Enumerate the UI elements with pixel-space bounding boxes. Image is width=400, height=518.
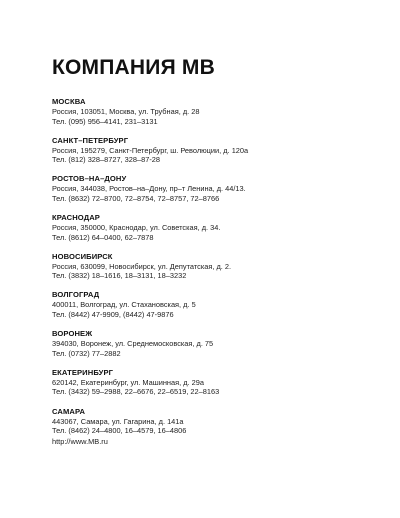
office-phone: Тел. (095) 956–4141, 231–3131 bbox=[52, 116, 158, 126]
office-city: ВОЛГОГРАД bbox=[52, 290, 100, 300]
office-city: НОВОСИБИРСК bbox=[52, 251, 113, 261]
office-address: Россия, 103051, Москва, ул. Трубная, д. 28 bbox=[52, 107, 200, 116]
website-link[interactable]: http://www.MB.ru bbox=[52, 437, 108, 446]
office-voronezh bbox=[52, 329, 392, 358]
office-address: Россия, 195279, Санкт-Петербург, ш. Революции, д. 120а bbox=[52, 145, 249, 155]
office-city: САНКТ–ПЕТЕРБУРГ bbox=[52, 135, 129, 145]
office-city: ЕКАТЕРИНБУРГ bbox=[52, 367, 114, 377]
office-city: КРАСНОДАР bbox=[52, 213, 100, 223]
office-phone: Тел. (8612) 64–0400, 62–7878 bbox=[52, 232, 154, 242]
office-novosibirsk bbox=[52, 252, 392, 281]
office-address: 400011, Волгоград, ул. Стахановская, д. 5 bbox=[52, 300, 196, 310]
office-address: 443067, Самара, ул. Гагарина, д. 141а bbox=[52, 416, 184, 426]
office-phone: Тел. (8462) 24–4800, 16–4579, 16–4806 bbox=[52, 426, 187, 436]
office-phone: Тел. (8442) 47-9909, (8442) 47-9876 bbox=[52, 310, 174, 320]
office-list bbox=[52, 97, 392, 445]
office-moscow bbox=[52, 97, 392, 126]
office-volgograd bbox=[52, 290, 392, 319]
office-yekaterinburg bbox=[52, 368, 392, 397]
company-title: КОМПАНИЯ МВ bbox=[52, 56, 215, 79]
office-address: Россия, 350000, Краснодар, ул. Советская, д. 34. bbox=[52, 223, 221, 233]
office-city: РОСТОВ–НА–ДОНУ bbox=[52, 174, 127, 184]
office-samara bbox=[52, 407, 392, 436]
office-address: 620142, Екатеринбург, ул. Машинная, д. 29а bbox=[52, 377, 204, 387]
office-phone: Тел. (3832) 18–1616, 18–3131, 18–3232 bbox=[52, 271, 187, 281]
office-address: Россия, 630099, Новосибирск, ул. Депутатская, д. 2. bbox=[52, 261, 232, 271]
office-phone: Тел. (8632) 72–8700, 72–8754, 72–8757, 72–8766 bbox=[52, 193, 220, 203]
office-rostov-on-don bbox=[52, 174, 392, 203]
office-address: Россия, 344038, Ростов–на–Дону, пр–т Ленина, д. 44/13. bbox=[52, 184, 246, 194]
office-krasnodar bbox=[52, 213, 392, 242]
office-city: МОСКВА bbox=[52, 97, 86, 106]
office-city: САМАРА bbox=[52, 406, 86, 416]
office-address: 394030, Воронеж, ул. Среднемосковская, д. 75 bbox=[52, 339, 214, 349]
office-phone: Тел. (0732) 77–2882 bbox=[52, 348, 121, 358]
office-saint-petersburg bbox=[52, 136, 392, 165]
office-phone: Тел. (3432) 59–2988, 22–6676, 22–6519, 22–8163 bbox=[52, 387, 220, 397]
office-city: ВОРОНЕЖ bbox=[52, 329, 93, 339]
office-phone: Тел. (812) 328–8727, 328–87-28 bbox=[52, 155, 161, 165]
